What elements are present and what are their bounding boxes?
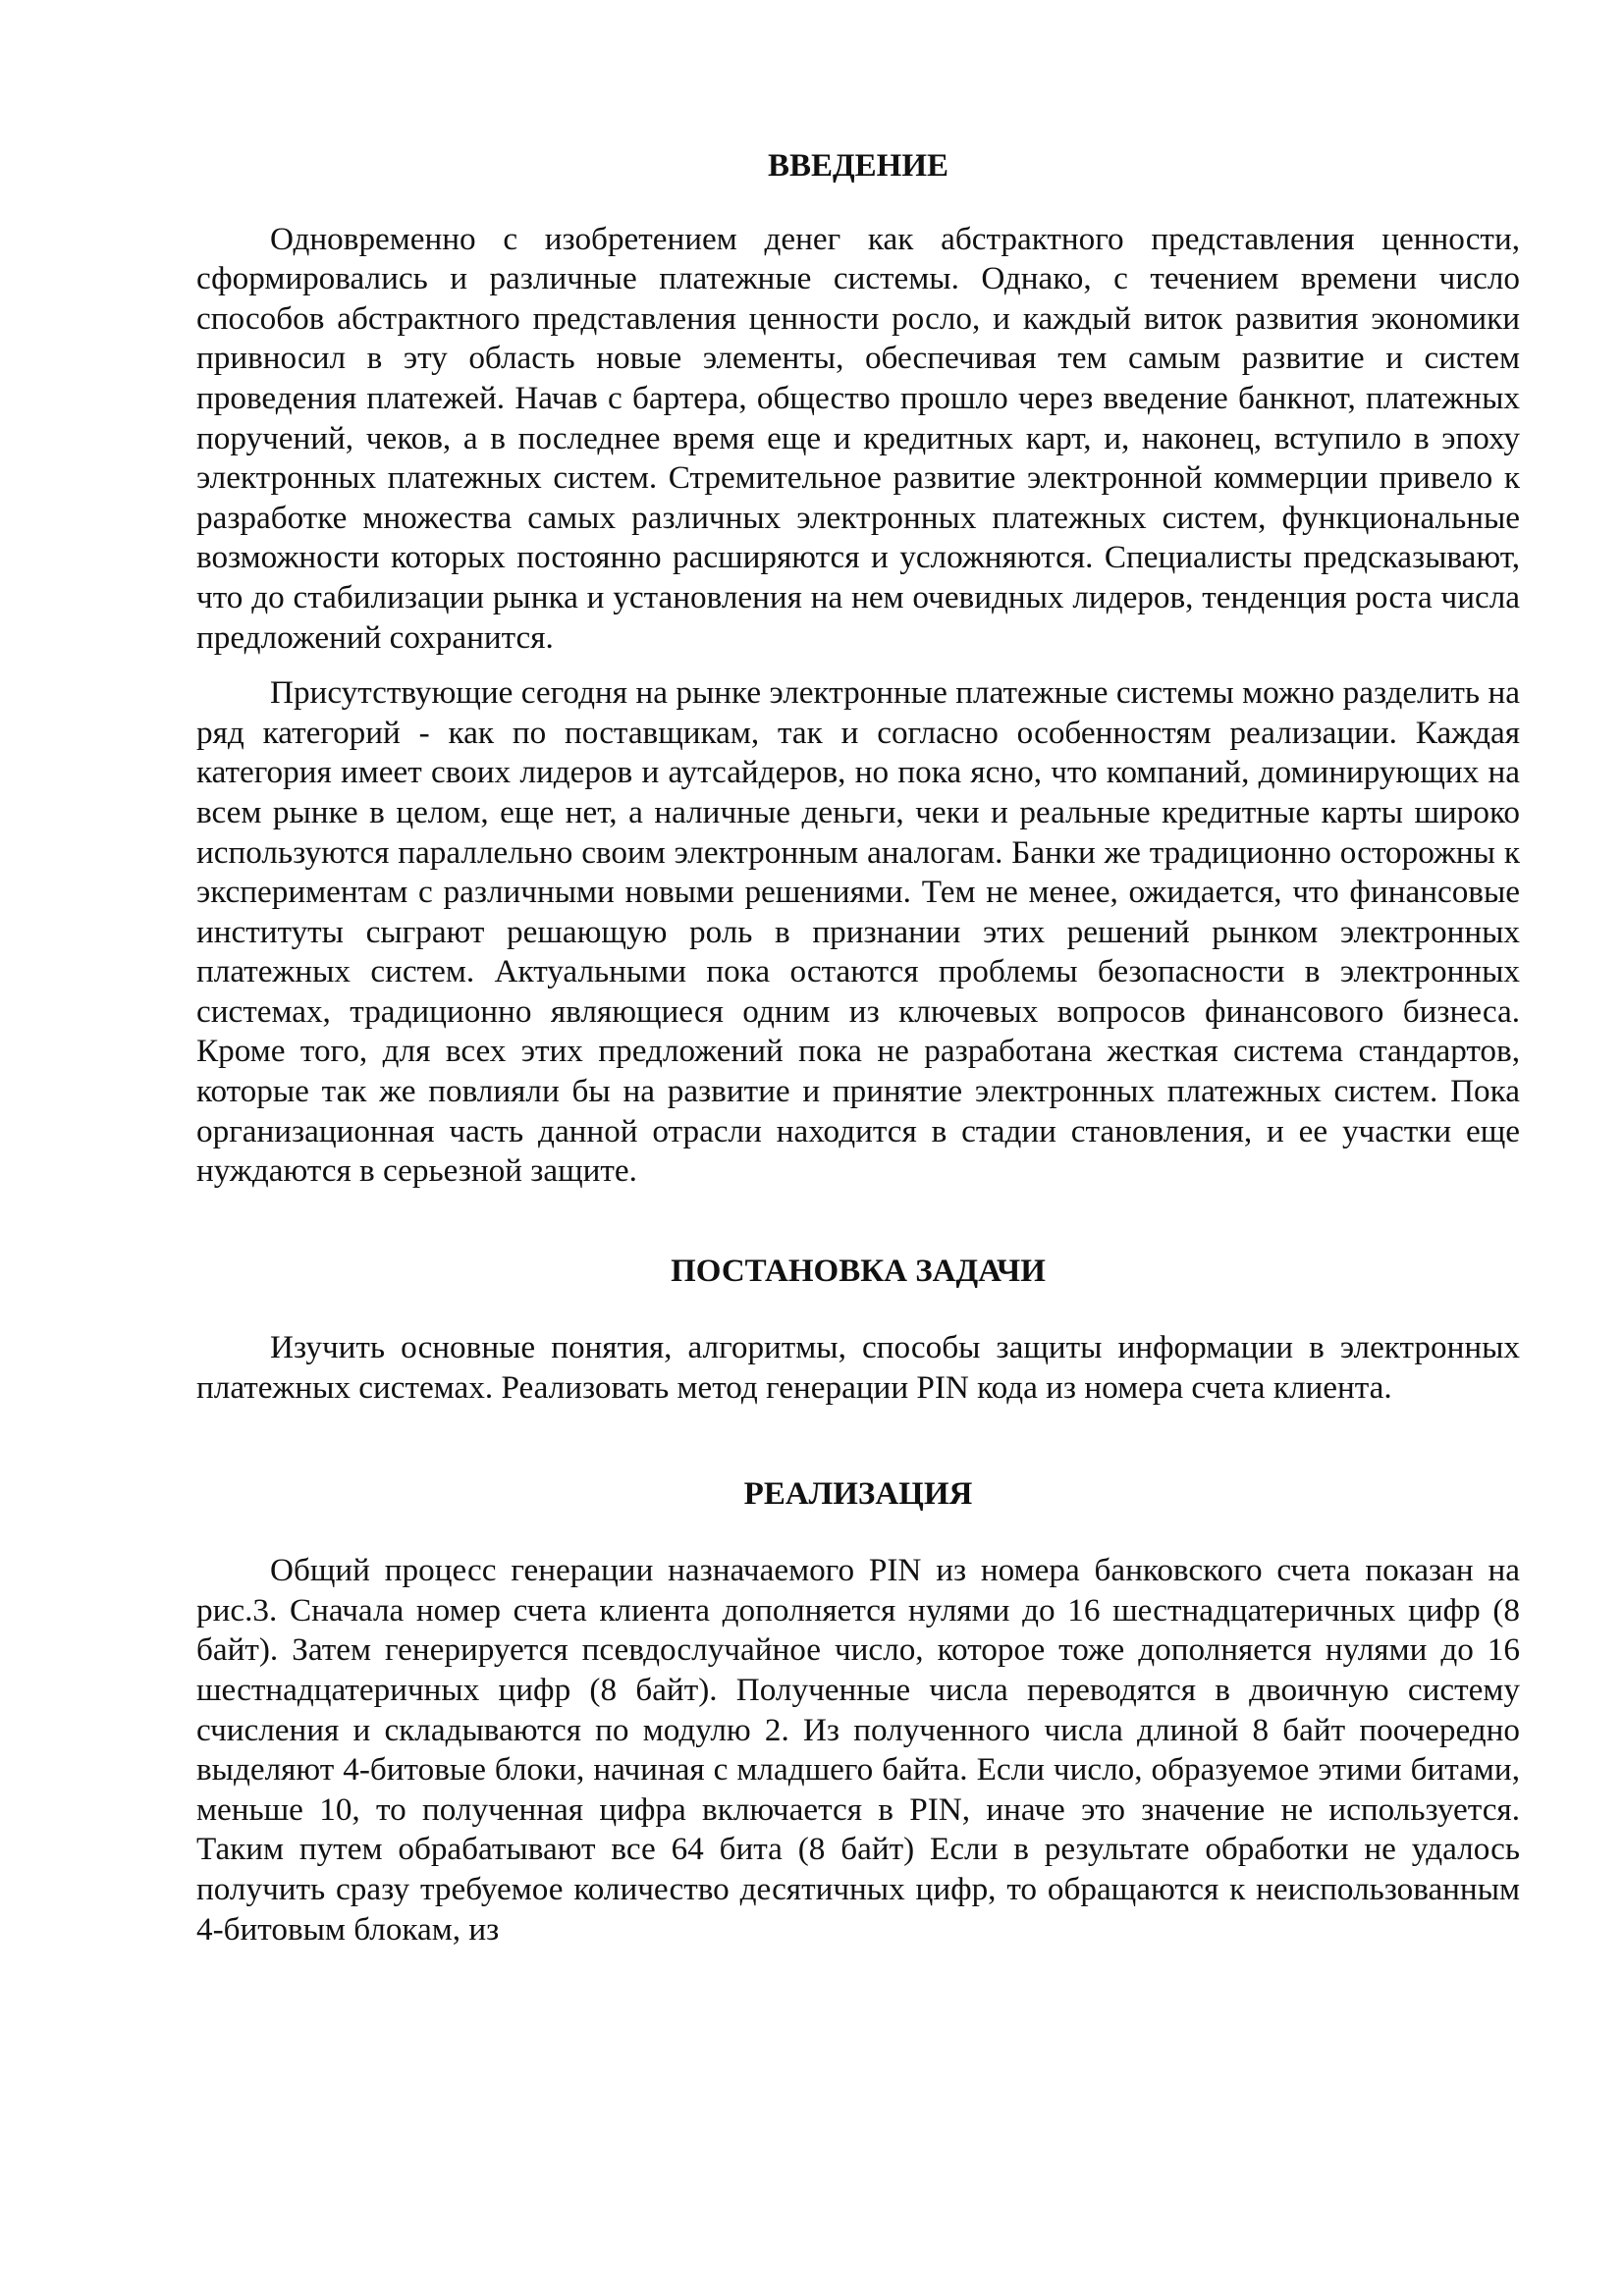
intro-paragraph-2: Присутствующие сегодня на рынке электронные платежные системы можно разделить на ряд категорий - как по поставщикам, так и согласно особенностям реализации. Каждая категория имеет своих лидеров и аутсайдеров, но пока ясно, что компаний, доминирующих на всем рынке в целом, еще нет, а наличные деньги, чеки и реальные кредитные карты широко используются параллельно своим электронным аналогам. Банки же традиционно осторожны к экспериментам с различными новыми решениями. Тем не менее, ожидается, что финансовые институты сыграют решающую роль в признании этих решений рынком электронных платежных систем. Актуальными пока остаются проблемы безопасности в электронных системах, традиционно являющиеся одним из ключевых вопросов финансового бизнеса. Кроме того, для всех этих предложений пока не разработана жесткая система стандартов, которые так же повлияли бы на развитие и принятие электронных платежных систем. Пока организационная часть данной отрасли находится в стадии становления, и ее участки еще нуждаются в серьезной защите. [196,674,1520,1190]
section-heading-task: ПОСТАНОВКА ЗАДАЧИ [671,1253,1046,1289]
section-heading-intro: ВВЕДЕНИЕ [767,148,949,184]
document-page [196,147,1520,1949]
intro-paragraph-1: Одновременно с изобретением денег как абстрактного представления ценности, сформировались и различные платежные системы. Однако, с течением времени число способов абстрактного представления ценности росло, и каждый виток развития экономики привносил в эту область новые элементы, обеспечивая тем самым развитие и систем проведения платежей. Начав с бартера, общество прошло через введение банкнот, платежных поручений, чеков, а в последнее время еще и кредитных карт, и, наконец, вступило в эпоху электронных платежных систем. Стремительное развитие электронной коммерции привело к разработке множества самых различных электронных платежных систем, функциональные возможности которых постоянно расширяются и усложняются. Специалисты предсказывают, что до стабилизации рынка и установления на нем очевидных лидеров, тенденция роста числа предложений сохранится. [196,220,1520,656]
implementation-paragraph-1: Общий процесс генерации назначаемого PIN из номера банковского счета показан на рис.3. Сначала номер счета клиента дополняется нулями до 16 шестнадцатеричных цифр (8 байт). Затем генерируется псевдослучайное число, которое тоже дополняется нулями до 16 шестнадцатеричных цифр (8 байт). Полученные числа переводятся в двоичную систему счисления и складываются по модулю 2. Из полученного числа длиной 8 байт поочередно выделяют 4-битовые блоки, начиная с младшего байта. Если число, образуемое этими битами, меньше 10, то полученная цифра включается в PIN, иначе это значение не используется. Таким путем обрабатывают все 64 бита (8 байт) Если в результате обработки не удалось получить сразу требуемое количество десятичных цифр, то обращаются к неиспользованным 4-битовым блокам, из [196,1552,1520,1948]
section-heading-implementation: РЕАЛИЗАЦИЯ [743,1475,973,1512]
task-paragraph-1: Изучить основные понятия, алгоритмы, способы защиты информации в электронных платежных системах. Реализовать метод генерации PIN кода из номера счета клиента. [196,1329,1520,1407]
